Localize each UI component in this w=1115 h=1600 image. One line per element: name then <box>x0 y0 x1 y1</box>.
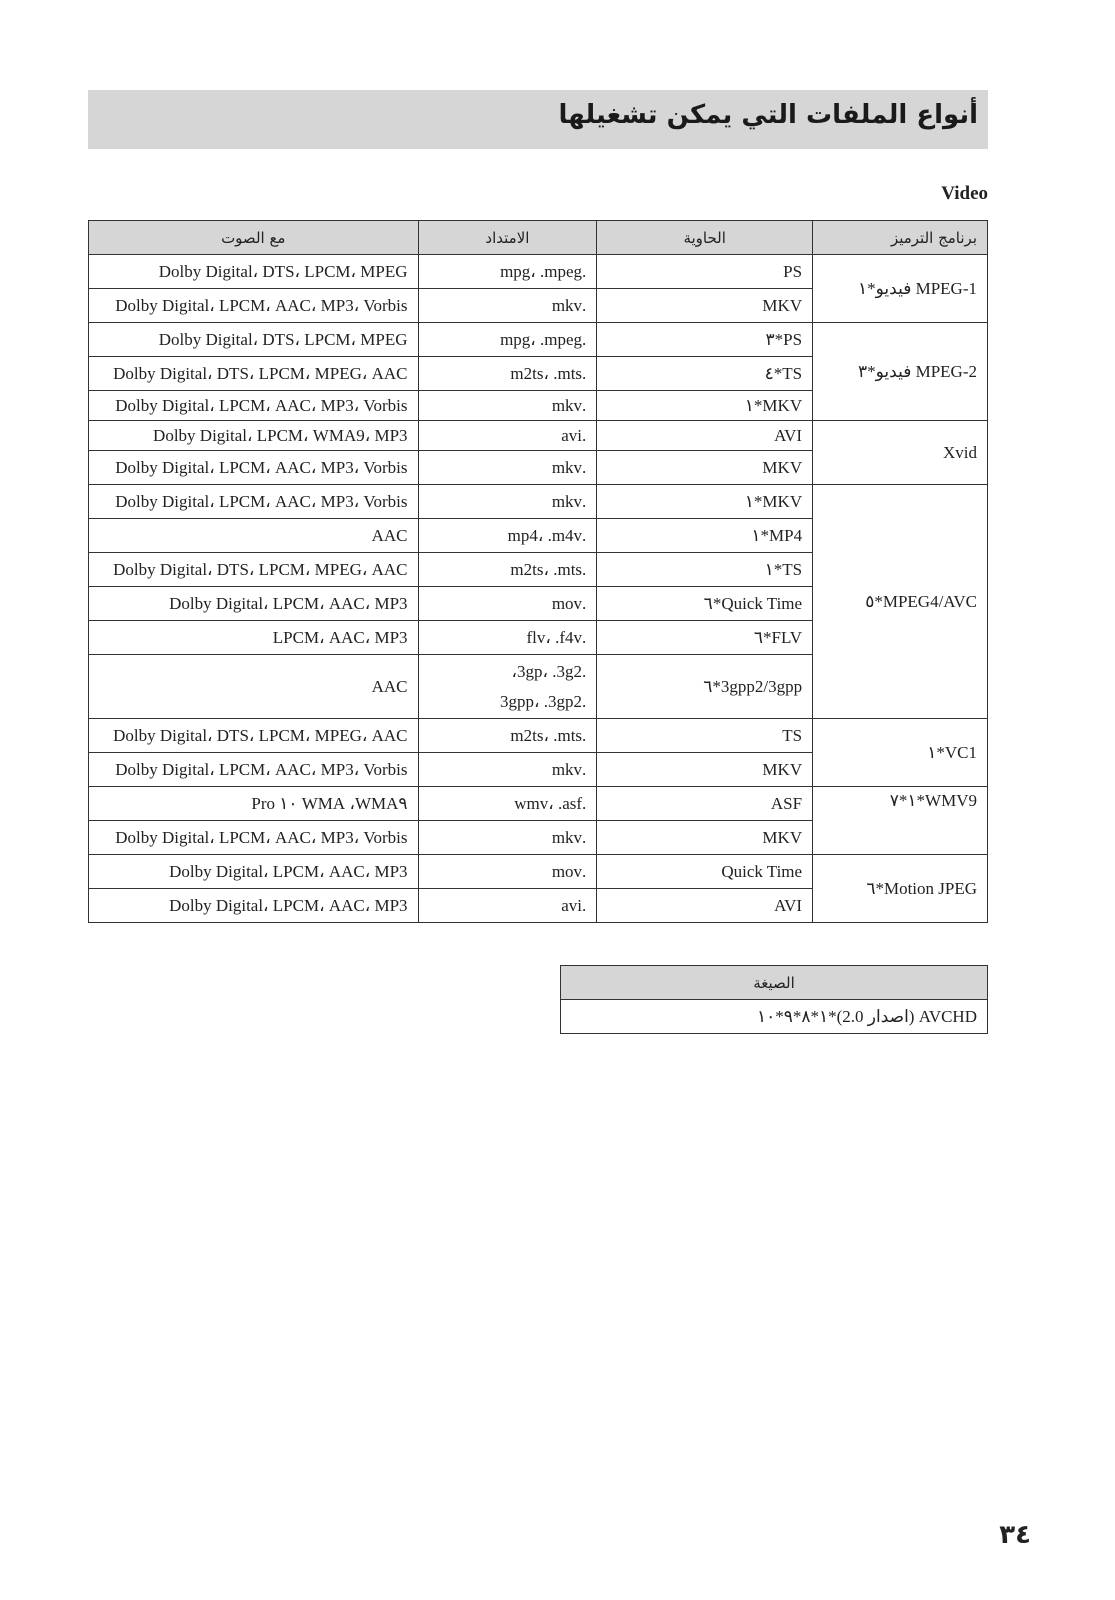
audio-cell: WMA٩، WMA ١٠ Pro <box>89 787 419 821</box>
extension-cell: .mkv <box>418 821 597 855</box>
container-cell: MKV <box>597 451 813 485</box>
container-cell: ASF <box>597 787 813 821</box>
audio-cell: Dolby Digital، LPCM، AAC، MP3، Vorbis <box>89 451 419 485</box>
audio-cell: AAC <box>89 655 419 719</box>
extension-cell: .mkv <box>418 289 597 323</box>
audio-cell: Dolby Digital، LPCM، AAC، MP3، Vorbis <box>89 485 419 519</box>
table-row <box>89 787 988 821</box>
container-cell: MP4*١ <box>597 519 813 553</box>
container-cell: 3gpp2/3gpp*٦ <box>597 655 813 719</box>
audio-cell: Dolby Digital، LPCM، AAC، MP3 <box>89 855 419 889</box>
extension-cell: .wmv، .asf <box>418 787 597 821</box>
extension-cell: .mpg، .mpeg <box>418 323 597 357</box>
container-cell: PS <box>597 255 813 289</box>
codec-cell: MPEG-1 فيديو*١ <box>813 255 988 323</box>
table-row <box>89 855 988 889</box>
extension-cell: .avi <box>418 889 597 923</box>
page-title-bar <box>88 90 988 149</box>
codec-cell: Motion JPEG*٦ <box>813 855 988 923</box>
container-cell: TS*١ <box>597 553 813 587</box>
table-header-row <box>89 221 988 255</box>
format-value: AVCHD (اصدار 2.0)*١*٨*٩*١٠ <box>561 1000 988 1034</box>
extension-line: .3gp، .3g2، <box>511 661 587 681</box>
page-number: ٣٤ <box>999 1520 1031 1550</box>
table-row <box>89 719 988 753</box>
audio-cell: Dolby Digital، DTS، LPCM، MPEG، AAC <box>89 553 419 587</box>
format-header: الصيغة <box>561 966 988 1000</box>
extension-cell: .mkv <box>418 451 597 485</box>
video-formats-table <box>88 220 988 923</box>
container-cell: MKV <box>597 753 813 787</box>
table-row <box>89 421 988 451</box>
extension-cell: .mpg، .mpeg <box>418 255 597 289</box>
extension-cell: .m2ts، .mts <box>418 357 597 391</box>
codec-cell: WMV9*١*٧ <box>813 787 988 855</box>
audio-cell: Dolby Digital، LPCM، AAC، MP3 <box>89 587 419 621</box>
extension-cell: .mkv <box>418 485 597 519</box>
audio-cell: Dolby Digital، LPCM، AAC، MP3، Vorbis <box>89 821 419 855</box>
table-row <box>561 1000 988 1034</box>
container-cell: MKV*١ <box>597 485 813 519</box>
extension-cell: .mkv <box>418 391 597 421</box>
extension-cell: .m2ts، .mts <box>418 553 597 587</box>
extension-cell: .flv، .f4v <box>418 621 597 655</box>
table-row <box>89 323 988 357</box>
extension-cell <box>418 655 597 719</box>
container-cell: FLV*٦ <box>597 621 813 655</box>
container-cell: TS*٤ <box>597 357 813 391</box>
extension-cell: .m2ts، .mts <box>418 719 597 753</box>
container-cell: TS <box>597 719 813 753</box>
container-cell: PS*٣ <box>597 323 813 357</box>
header-codec: برنامج الترميز <box>813 221 988 255</box>
container-cell: AVI <box>597 421 813 451</box>
audio-cell: Dolby Digital، DTS، LPCM، MPEG <box>89 323 419 357</box>
codec-cell: MPEG-2 فيديو*٣ <box>813 323 988 421</box>
audio-cell: Dolby Digital، LPCM، AAC، MP3 <box>89 889 419 923</box>
audio-cell: Dolby Digital، DTS، LPCM، MPEG <box>89 255 419 289</box>
audio-cell: Dolby Digital، LPCM، AAC، MP3، Vorbis <box>89 753 419 787</box>
table-row <box>89 485 988 519</box>
audio-cell: Dolby Digital، LPCM، AAC، MP3، Vorbis <box>89 391 419 421</box>
extension-cell: .avi <box>418 421 597 451</box>
format-table <box>560 965 988 1034</box>
header-audio: مع الصوت <box>89 221 419 255</box>
codec-cell: MPEG4/AVC*٥ <box>813 485 988 719</box>
extension-line: .3gpp، .3gp2 <box>500 691 587 711</box>
header-extension: الامتداد <box>418 221 597 255</box>
audio-cell: Dolby Digital، LPCM، WMA9، MP3 <box>89 421 419 451</box>
page-title: أنواع الملفات التي يمكن تشغيلها <box>558 100 978 130</box>
extension-cell: .mov <box>418 587 597 621</box>
container-cell: MKV <box>597 821 813 855</box>
extension-cell: .mp4، .m4v <box>418 519 597 553</box>
format-header-row <box>561 966 988 1000</box>
extension-cell: .mov <box>418 855 597 889</box>
header-container: الحاوية <box>597 221 813 255</box>
audio-cell: AAC <box>89 519 419 553</box>
container-cell: MKV*١ <box>597 391 813 421</box>
audio-cell: LPCM، AAC، MP3 <box>89 621 419 655</box>
audio-cell: Dolby Digital، DTS، LPCM، MPEG، AAC <box>89 357 419 391</box>
codec-cell: Xvid <box>813 421 988 485</box>
container-cell: Quick Time*٦ <box>597 587 813 621</box>
container-cell: Quick Time <box>597 855 813 889</box>
audio-cell: Dolby Digital، LPCM، AAC، MP3، Vorbis <box>89 289 419 323</box>
container-cell: MKV <box>597 289 813 323</box>
codec-cell: VC1*١ <box>813 719 988 787</box>
container-cell: AVI <box>597 889 813 923</box>
table-row <box>89 255 988 289</box>
audio-cell: Dolby Digital، DTS، LPCM، MPEG، AAC <box>89 719 419 753</box>
section-label: Video <box>941 183 988 204</box>
extension-cell: .mkv <box>418 753 597 787</box>
